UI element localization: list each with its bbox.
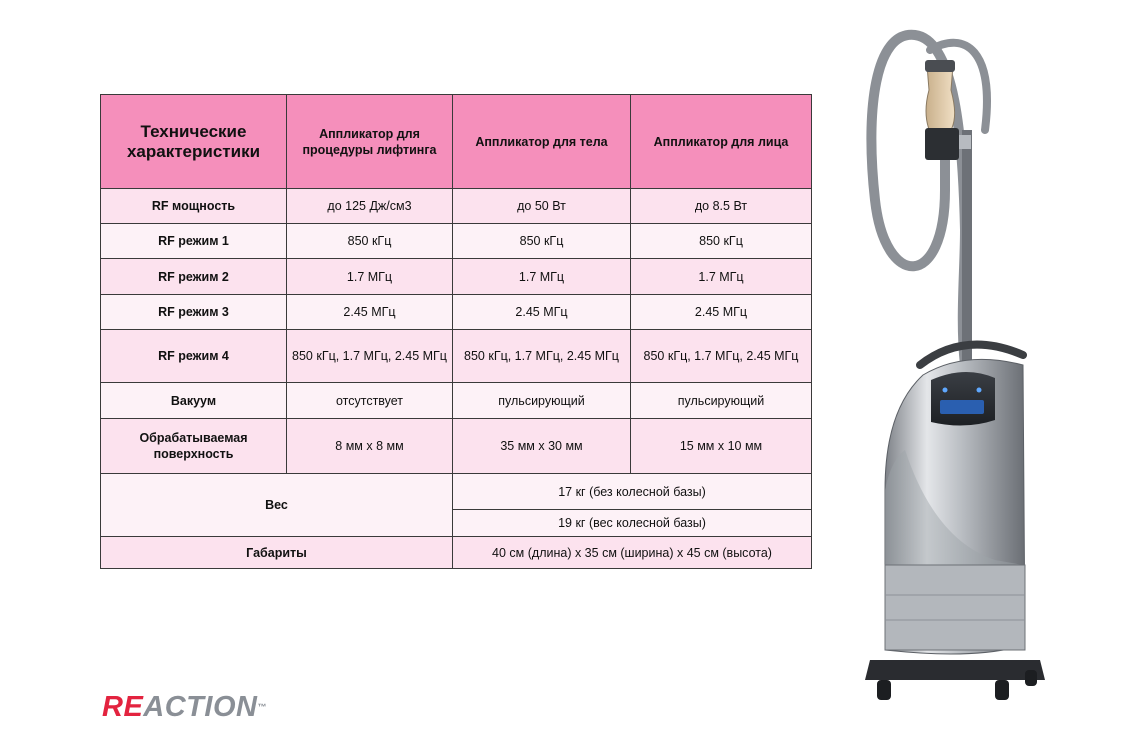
table-row bbox=[101, 224, 812, 259]
table-cell: пульсирующий bbox=[453, 383, 631, 419]
spec-table bbox=[100, 94, 812, 569]
display-screen bbox=[940, 400, 984, 414]
row-label: RF мощность bbox=[101, 189, 287, 224]
control-panel bbox=[931, 372, 995, 426]
table-cell: 2.45 МГц bbox=[631, 295, 812, 330]
table-cell: 850 кГц, 1.7 МГц, 2.45 МГц bbox=[631, 330, 812, 383]
table-cell: 1.7 МГц bbox=[631, 259, 812, 295]
table-cell: 15 мм х 10 мм bbox=[631, 419, 812, 474]
table-cell: до 125 Дж/см3 bbox=[287, 189, 453, 224]
table-cell: 35 мм х 30 мм bbox=[453, 419, 631, 474]
table-cell: 850 кГц, 1.7 МГц, 2.45 МГц bbox=[453, 330, 631, 383]
table-row bbox=[101, 383, 812, 419]
device-image bbox=[845, 20, 1065, 720]
wheel bbox=[995, 680, 1009, 700]
wheel bbox=[1025, 670, 1037, 686]
row-label-dimensions: Габариты bbox=[101, 537, 453, 569]
table-cell: 2.45 МГц bbox=[287, 295, 453, 330]
table-cell: 850 кГц bbox=[631, 224, 812, 259]
row-label: Обрабатываемая поверхность bbox=[101, 419, 287, 474]
table-cell: 850 кГц, 1.7 МГц, 2.45 МГц bbox=[287, 330, 453, 383]
table-cell: 850 кГц bbox=[453, 224, 631, 259]
header-cell-characteristics: Технические характеристики bbox=[101, 95, 287, 189]
header-cell-face-applicator: Аппликатор для лица bbox=[631, 95, 812, 189]
wheel-base bbox=[865, 660, 1045, 680]
wheel bbox=[877, 680, 891, 700]
table-cell: отсутствует bbox=[287, 383, 453, 419]
table-cell: 1.7 МГц bbox=[453, 259, 631, 295]
table-cell: до 50 Вт bbox=[453, 189, 631, 224]
table-row bbox=[101, 295, 812, 330]
table-row-dimensions bbox=[101, 537, 812, 569]
header-cell-lifting-applicator: Аппликатор для процедуры лифтинга bbox=[287, 95, 453, 189]
row-label-weight: Вес bbox=[101, 474, 453, 537]
table-cell: 850 кГц bbox=[287, 224, 453, 259]
machine-base-panel bbox=[885, 565, 1025, 650]
table-cell: 1.7 МГц bbox=[287, 259, 453, 295]
table-cell: 8 мм х 8 мм bbox=[287, 419, 453, 474]
table-cell-weight-1: 17 кг (без колесной базы) bbox=[453, 474, 812, 510]
table-cell-dimensions: 40 см (длина) х 35 см (ширина) х 45 см (высота) bbox=[453, 537, 812, 569]
applicator-handpiece bbox=[926, 65, 955, 132]
table-row bbox=[101, 259, 812, 295]
table-header-row bbox=[101, 95, 812, 189]
table-row-weight bbox=[101, 474, 812, 510]
header-cell-body-applicator: Аппликатор для тела bbox=[453, 95, 631, 189]
table-row bbox=[101, 330, 812, 383]
row-label: RF режим 2 bbox=[101, 259, 287, 295]
applicator-holder bbox=[925, 128, 959, 160]
row-label: RF режим 4 bbox=[101, 330, 287, 383]
row-label: Вакуум bbox=[101, 383, 287, 419]
table-cell-weight-2: 19 кг (вес колесной базы) bbox=[453, 510, 812, 537]
table-cell: до 8.5 Вт bbox=[631, 189, 812, 224]
row-label: RF режим 3 bbox=[101, 295, 287, 330]
reaction-logo: REACTION™ bbox=[102, 691, 267, 723]
applicator-tip bbox=[925, 60, 955, 72]
table-cell: пульсирующий bbox=[631, 383, 812, 419]
table-row bbox=[101, 189, 812, 224]
table-row bbox=[101, 419, 812, 474]
stand-pole bbox=[962, 130, 972, 370]
row-label: RF режим 1 bbox=[101, 224, 287, 259]
table-cell: 2.45 МГц bbox=[453, 295, 631, 330]
